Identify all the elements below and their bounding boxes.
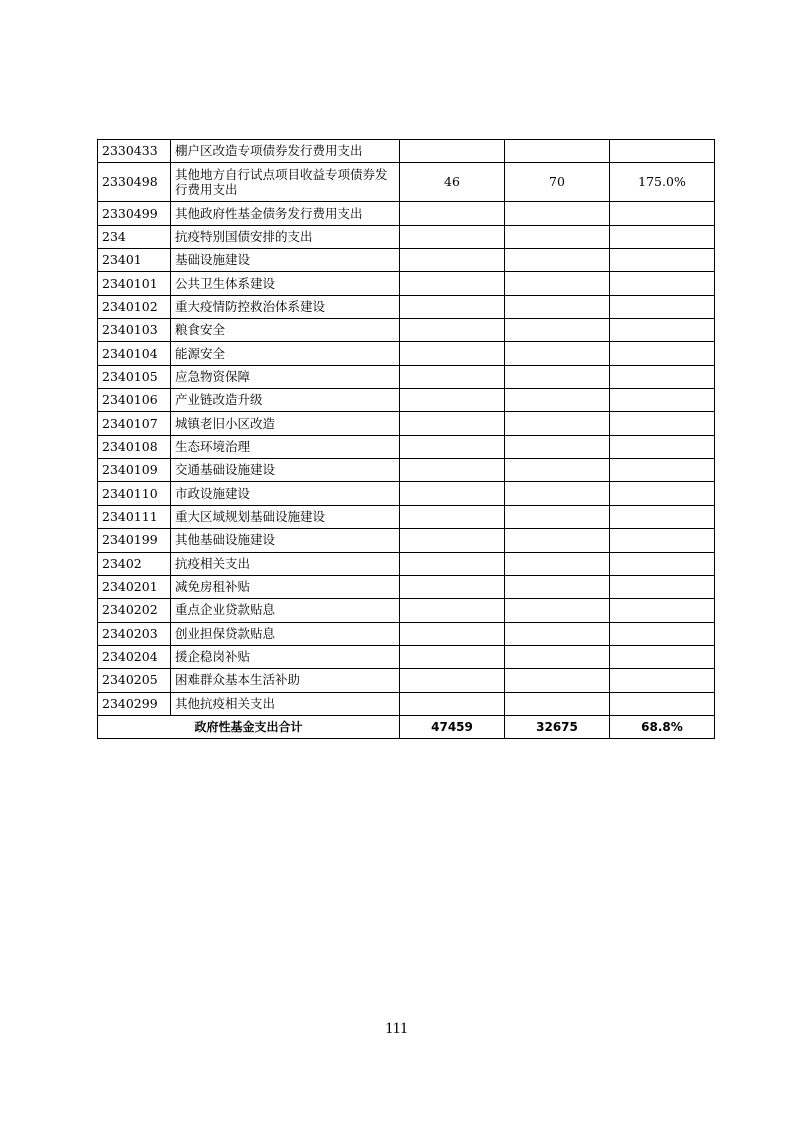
row-value-2: [505, 225, 610, 248]
row-value-1: [400, 505, 505, 528]
budget-table: [97, 139, 715, 739]
row-value-2: [505, 622, 610, 645]
row-code: 2340202: [98, 599, 171, 622]
row-code: 2340299: [98, 692, 171, 715]
table-row: [98, 669, 715, 692]
row-value-3: [610, 692, 715, 715]
row-value-2: [505, 692, 610, 715]
row-name: 基础设施建设: [171, 249, 400, 272]
row-name: 生态环境治理: [171, 435, 400, 458]
row-value-2: [505, 295, 610, 318]
row-value-3: [610, 482, 715, 505]
table-row: [98, 552, 715, 575]
row-value-3: [610, 272, 715, 295]
row-value-1: [400, 552, 505, 575]
row-value-1: [400, 272, 505, 295]
row-value-2: [505, 552, 610, 575]
row-code: 2340102: [98, 295, 171, 318]
row-name: 交通基础设施建设: [171, 459, 400, 482]
table-row: [98, 435, 715, 458]
row-value-3: 175.0%: [610, 163, 715, 202]
row-code: 23402: [98, 552, 171, 575]
total-section: [98, 715, 715, 738]
row-code: 2340201: [98, 575, 171, 598]
row-value-2: [505, 272, 610, 295]
table-row: [98, 505, 715, 528]
row-value-2: [505, 342, 610, 365]
row-name: 其他政府性基金债务发行费用支出: [171, 202, 400, 225]
row-code: 2340109: [98, 459, 171, 482]
row-name: 抗疫相关支出: [171, 552, 400, 575]
row-value-1: [400, 365, 505, 388]
table-row: [98, 599, 715, 622]
row-code: 2340110: [98, 482, 171, 505]
row-value-2: [505, 389, 610, 412]
row-code: 234: [98, 225, 171, 248]
table-row: [98, 365, 715, 388]
table-row: [98, 692, 715, 715]
row-value-3: [610, 575, 715, 598]
row-value-3: [610, 249, 715, 272]
row-value-3: [610, 295, 715, 318]
row-name: 其他抗疫相关支出: [171, 692, 400, 715]
table-row: [98, 295, 715, 318]
row-value-2: [505, 669, 610, 692]
row-value-1: [400, 435, 505, 458]
row-value-1: [400, 202, 505, 225]
row-value-2: [505, 505, 610, 528]
row-name: 援企稳岗补贴: [171, 645, 400, 668]
table-row: [98, 622, 715, 645]
row-value-2: [505, 140, 610, 163]
row-code: 2340111: [98, 505, 171, 528]
row-value-3: [610, 365, 715, 388]
row-value-2: [505, 529, 610, 552]
row-value-3: [610, 645, 715, 668]
row-value-2: [505, 482, 610, 505]
row-name: 困难群众基本生活补助: [171, 669, 400, 692]
table-row: [98, 575, 715, 598]
row-value-3: [610, 225, 715, 248]
row-name: 减免房租补贴: [171, 575, 400, 598]
row-value-1: 46: [400, 163, 505, 202]
row-code: 2340101: [98, 272, 171, 295]
row-value-3: [610, 202, 715, 225]
row-name: 应急物资保障: [171, 365, 400, 388]
row-name: 产业链改造升级: [171, 389, 400, 412]
row-value-2: [505, 319, 610, 342]
row-value-1: [400, 599, 505, 622]
row-value-3: [610, 669, 715, 692]
row-value-2: 70: [505, 163, 610, 202]
row-value-1: [400, 319, 505, 342]
row-name: 城镇老旧小区改造: [171, 412, 400, 435]
row-code: 2340106: [98, 389, 171, 412]
row-value-1: [400, 529, 505, 552]
table-row: [98, 645, 715, 668]
table-row: [98, 225, 715, 248]
row-value-3: [610, 435, 715, 458]
row-code: 2340108: [98, 435, 171, 458]
row-name: 市政设施建设: [171, 482, 400, 505]
row-value-2: [505, 202, 610, 225]
row-value-3: [610, 412, 715, 435]
row-name: 重大区域规划基础设施建设: [171, 505, 400, 528]
row-name: 公共卫生体系建设: [171, 272, 400, 295]
row-value-3: [610, 505, 715, 528]
table-row: [98, 412, 715, 435]
row-code: 2340105: [98, 365, 171, 388]
table-body: [98, 140, 715, 716]
row-code: 2340203: [98, 622, 171, 645]
row-value-1: [400, 459, 505, 482]
page-number: 111: [385, 1020, 408, 1037]
table-row: [98, 140, 715, 163]
row-value-3: [610, 622, 715, 645]
row-value-2: [505, 435, 610, 458]
row-value-1: [400, 249, 505, 272]
row-value-1: [400, 669, 505, 692]
row-name: 能源安全: [171, 342, 400, 365]
row-code: 2340107: [98, 412, 171, 435]
table-row: [98, 482, 715, 505]
table-row: [98, 389, 715, 412]
row-value-1: [400, 225, 505, 248]
row-value-2: [505, 412, 610, 435]
table-row: [98, 459, 715, 482]
row-value-1: [400, 622, 505, 645]
row-name: 其他基础设施建设: [171, 529, 400, 552]
row-name: 重大疫情防控救治体系建设: [171, 295, 400, 318]
row-code: 2330498: [98, 163, 171, 202]
row-value-1: [400, 482, 505, 505]
row-value-3: [610, 342, 715, 365]
row-value-3: [610, 459, 715, 482]
row-code: 2340199: [98, 529, 171, 552]
row-code: 2330433: [98, 140, 171, 163]
row-value-1: [400, 412, 505, 435]
row-value-2: [505, 575, 610, 598]
table-row: [98, 202, 715, 225]
row-value-3: [610, 389, 715, 412]
row-value-2: [505, 249, 610, 272]
row-value-1: [400, 645, 505, 668]
row-code: 2340104: [98, 342, 171, 365]
row-value-1: [400, 575, 505, 598]
row-code: 2340204: [98, 645, 171, 668]
row-value-2: [505, 365, 610, 388]
row-code: 2330499: [98, 202, 171, 225]
row-value-1: [400, 389, 505, 412]
row-value-2: [505, 599, 610, 622]
table-row: [98, 249, 715, 272]
total-value-2: 32675: [505, 715, 610, 738]
row-name: 重点企业贷款贴息: [171, 599, 400, 622]
row-value-1: [400, 140, 505, 163]
row-value-3: [610, 319, 715, 342]
row-name: 粮食安全: [171, 319, 400, 342]
table-row: [98, 163, 715, 202]
row-value-2: [505, 459, 610, 482]
row-value-3: [610, 599, 715, 622]
row-name: 其他地方自行试点项目收益专项债券发行费用支出: [171, 163, 400, 202]
row-name: 棚户区改造专项债券发行费用支出: [171, 140, 400, 163]
row-name: 创业担保贷款贴息: [171, 622, 400, 645]
total-row: [98, 715, 715, 738]
row-code: 2340205: [98, 669, 171, 692]
row-value-3: [610, 552, 715, 575]
table-row: [98, 342, 715, 365]
table-row: [98, 272, 715, 295]
total-value-3: 68.8%: [610, 715, 715, 738]
total-label: 政府性基金支出合计: [98, 715, 400, 738]
row-value-3: [610, 529, 715, 552]
row-name: 抗疫特别国债安排的支出: [171, 225, 400, 248]
row-code: 23401: [98, 249, 171, 272]
table-row: [98, 529, 715, 552]
row-value-1: [400, 342, 505, 365]
row-value-1: [400, 692, 505, 715]
table-row: [98, 319, 715, 342]
row-value-1: [400, 295, 505, 318]
total-value-1: 47459: [400, 715, 505, 738]
row-value-2: [505, 645, 610, 668]
row-value-3: [610, 140, 715, 163]
row-code: 2340103: [98, 319, 171, 342]
